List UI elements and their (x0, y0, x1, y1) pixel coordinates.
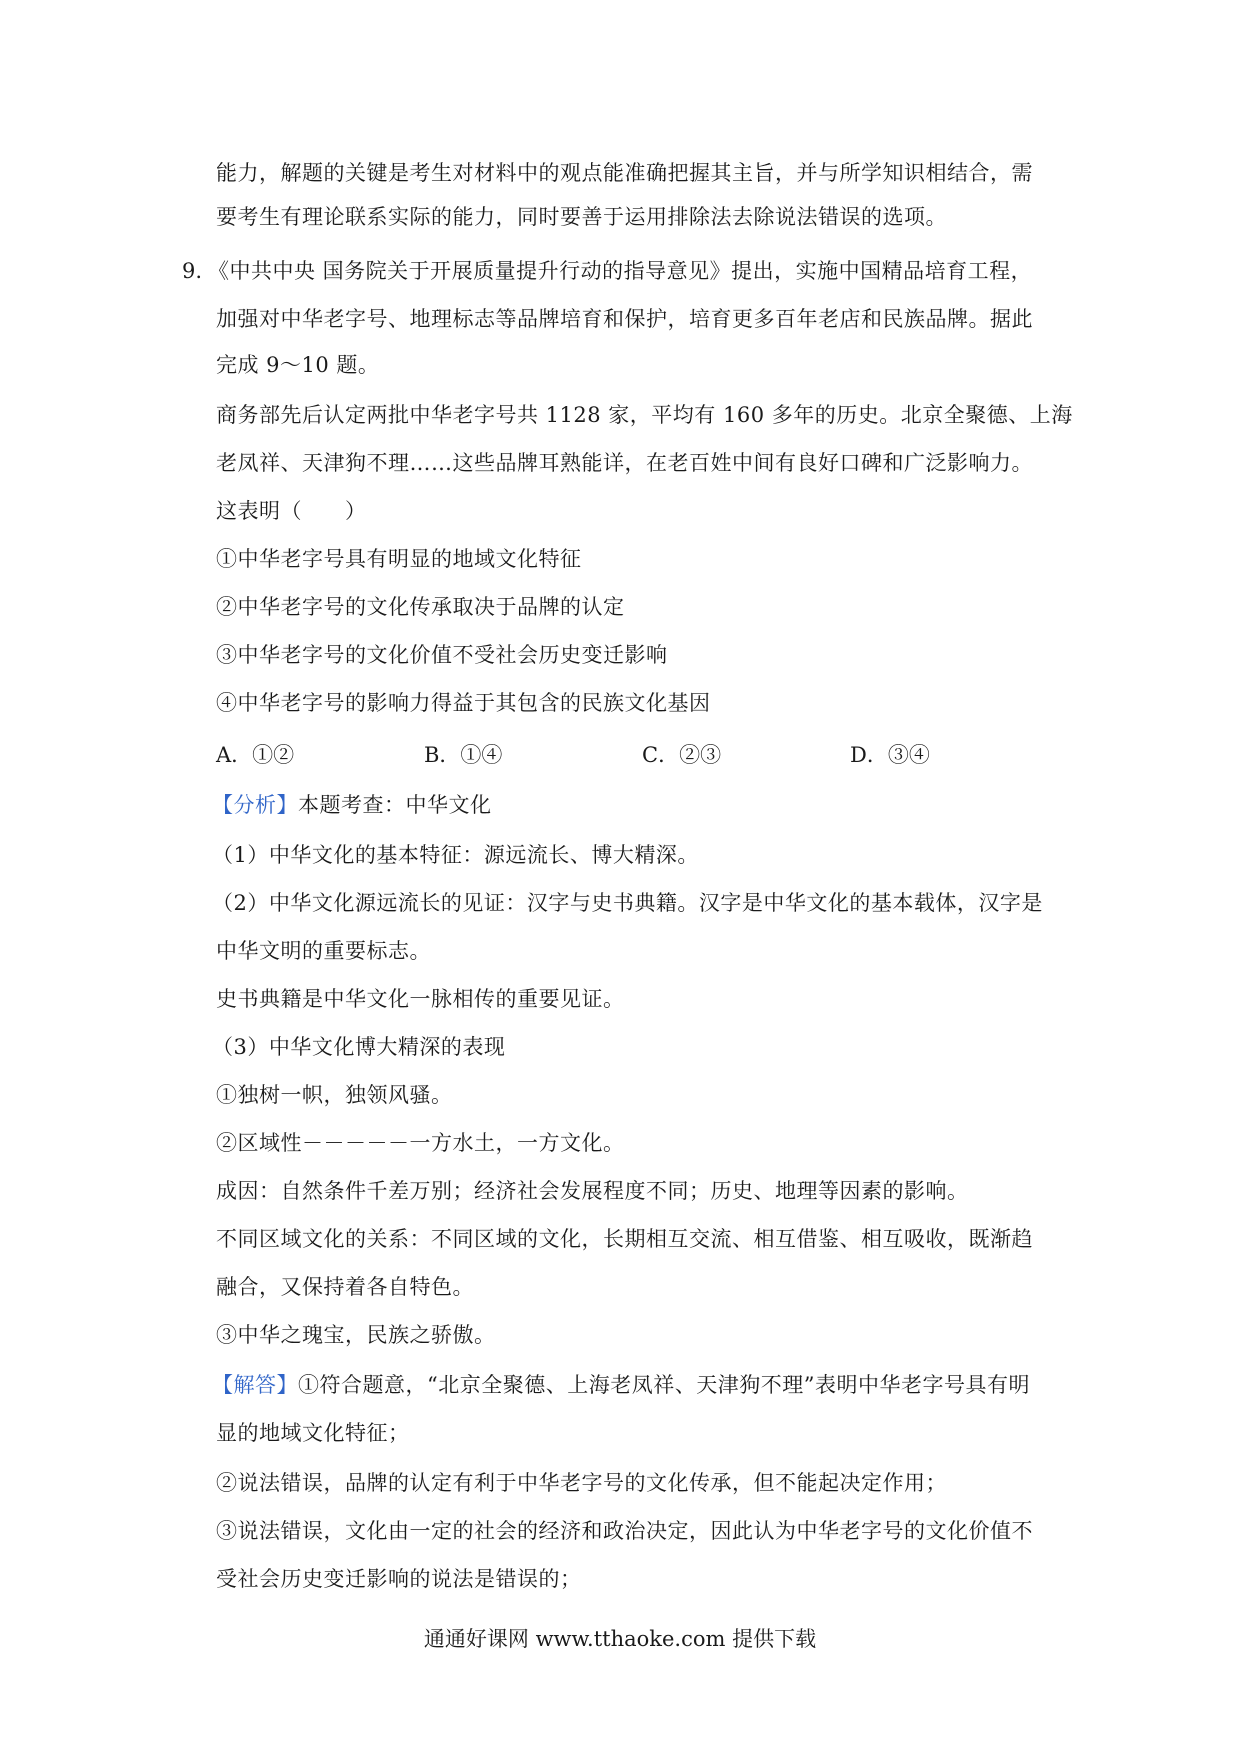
question-stem-line-3: 完成 9～10 题。 (216, 353, 380, 377)
intro-line-2: 要考生有理论联系实际的能力，同时要善于运用排除法去除说法错误的选项。 (216, 205, 947, 229)
analysis-line-8: ②区域性－－－－－一方水土，一方文化。 (216, 1131, 625, 1155)
analysis-line-7: ①独树一帜，独领风骚。 (216, 1083, 453, 1107)
analysis-topic: 本题考查：中华文化 (298, 793, 492, 817)
question-stem-line-5: 老凤祥、天津狗不理……这些品牌耳熟能详，在老百姓中间有良好口碑和广泛影响力。 (216, 451, 1033, 475)
analysis-line-2: （1）中华文化的基本特征：源远流长、博大精深。 (212, 843, 699, 867)
page-footer: 通通好课网 www.tthaoke.com 提供下载 (423, 1627, 817, 1651)
analysis-line-3: （2）中华文化源远流长的见证：汉字与史书典籍。汉字是中华文化的基本载体，汉字是 (212, 891, 1043, 915)
answer-tag: 【解答】 (212, 1373, 298, 1397)
statement-1: ①中华老字号具有明显的地域文化特征 (216, 547, 582, 571)
question-stem-line-4: 商务部先后认定两批中华老字号共 1128 家，平均有 160 多年的历史。北京全聚德、上海 (216, 403, 1073, 427)
statement-2: ②中华老字号的文化传承取决于品牌的认定 (216, 595, 625, 619)
option-a: A．①② (216, 743, 295, 767)
intro-line-1: 能力，解题的关键是考生对材料中的观点能准确把握其主旨，并与所学知识相结合，需 (216, 161, 1033, 185)
option-d: D．③④ (850, 743, 930, 767)
analysis-line-11: 融合，又保持着各自特色。 (216, 1275, 474, 1299)
answer-heading (212, 1370, 1030, 1400)
analysis-line-4: 中华文明的重要标志。 (216, 939, 431, 963)
answer-line-4: ③说法错误，文化由一定的社会的经济和政治决定，因此认为中华老字号的文化价值不 (216, 1519, 1033, 1543)
question-stem-line-2: 加强对中华老字号、地理标志等品牌培育和保护，培育更多百年老店和民族品牌。据此 (216, 307, 1033, 331)
analysis-line-6: （3）中华文化博大精深的表现 (212, 1035, 506, 1059)
answer-line-3: ②说法错误，品牌的认定有利于中华老字号的文化传承，但不能起决定作用； (216, 1471, 947, 1495)
question-stem-line-1: 《中共中央 国务院关于开展质量提升行动的指导意见》提出，实施中国精品培育工程， (208, 259, 1033, 283)
analysis-tag: 【分析】 (212, 793, 298, 817)
answer-line-5: 受社会历史变迁影响的说法是错误的； (216, 1567, 582, 1591)
option-c: C．②③ (642, 743, 722, 767)
option-b: B．①④ (424, 743, 503, 767)
statement-4: ④中华老字号的影响力得益于其包含的民族文化基因 (216, 691, 711, 715)
analysis-line-12: ③中华之瑰宝，民族之骄傲。 (216, 1323, 496, 1347)
analysis-line-10: 不同区域文化的关系：不同区域的文化，长期相互交流、相互借鉴、相互吸收，既渐趋 (216, 1227, 1033, 1251)
analysis-heading (212, 790, 492, 820)
analysis-line-5: 史书典籍是中华文化一脉相传的重要见证。 (216, 987, 625, 1011)
answer-line-1: ①符合题意，“北京全聚德、上海老凤祥、天津狗不理”表明中华老字号具有明 (298, 1373, 1030, 1397)
statement-3: ③中华老字号的文化价值不受社会历史变迁影响 (216, 643, 668, 667)
analysis-line-9: 成因：自然条件千差万别；经济社会发展程度不同；历史、地理等因素的影响。 (216, 1179, 969, 1203)
answer-line-2: 显的地域文化特征； (216, 1421, 410, 1445)
question-stem-line-6: 这表明（ ） (216, 499, 367, 523)
question-number: 9. (182, 259, 203, 283)
